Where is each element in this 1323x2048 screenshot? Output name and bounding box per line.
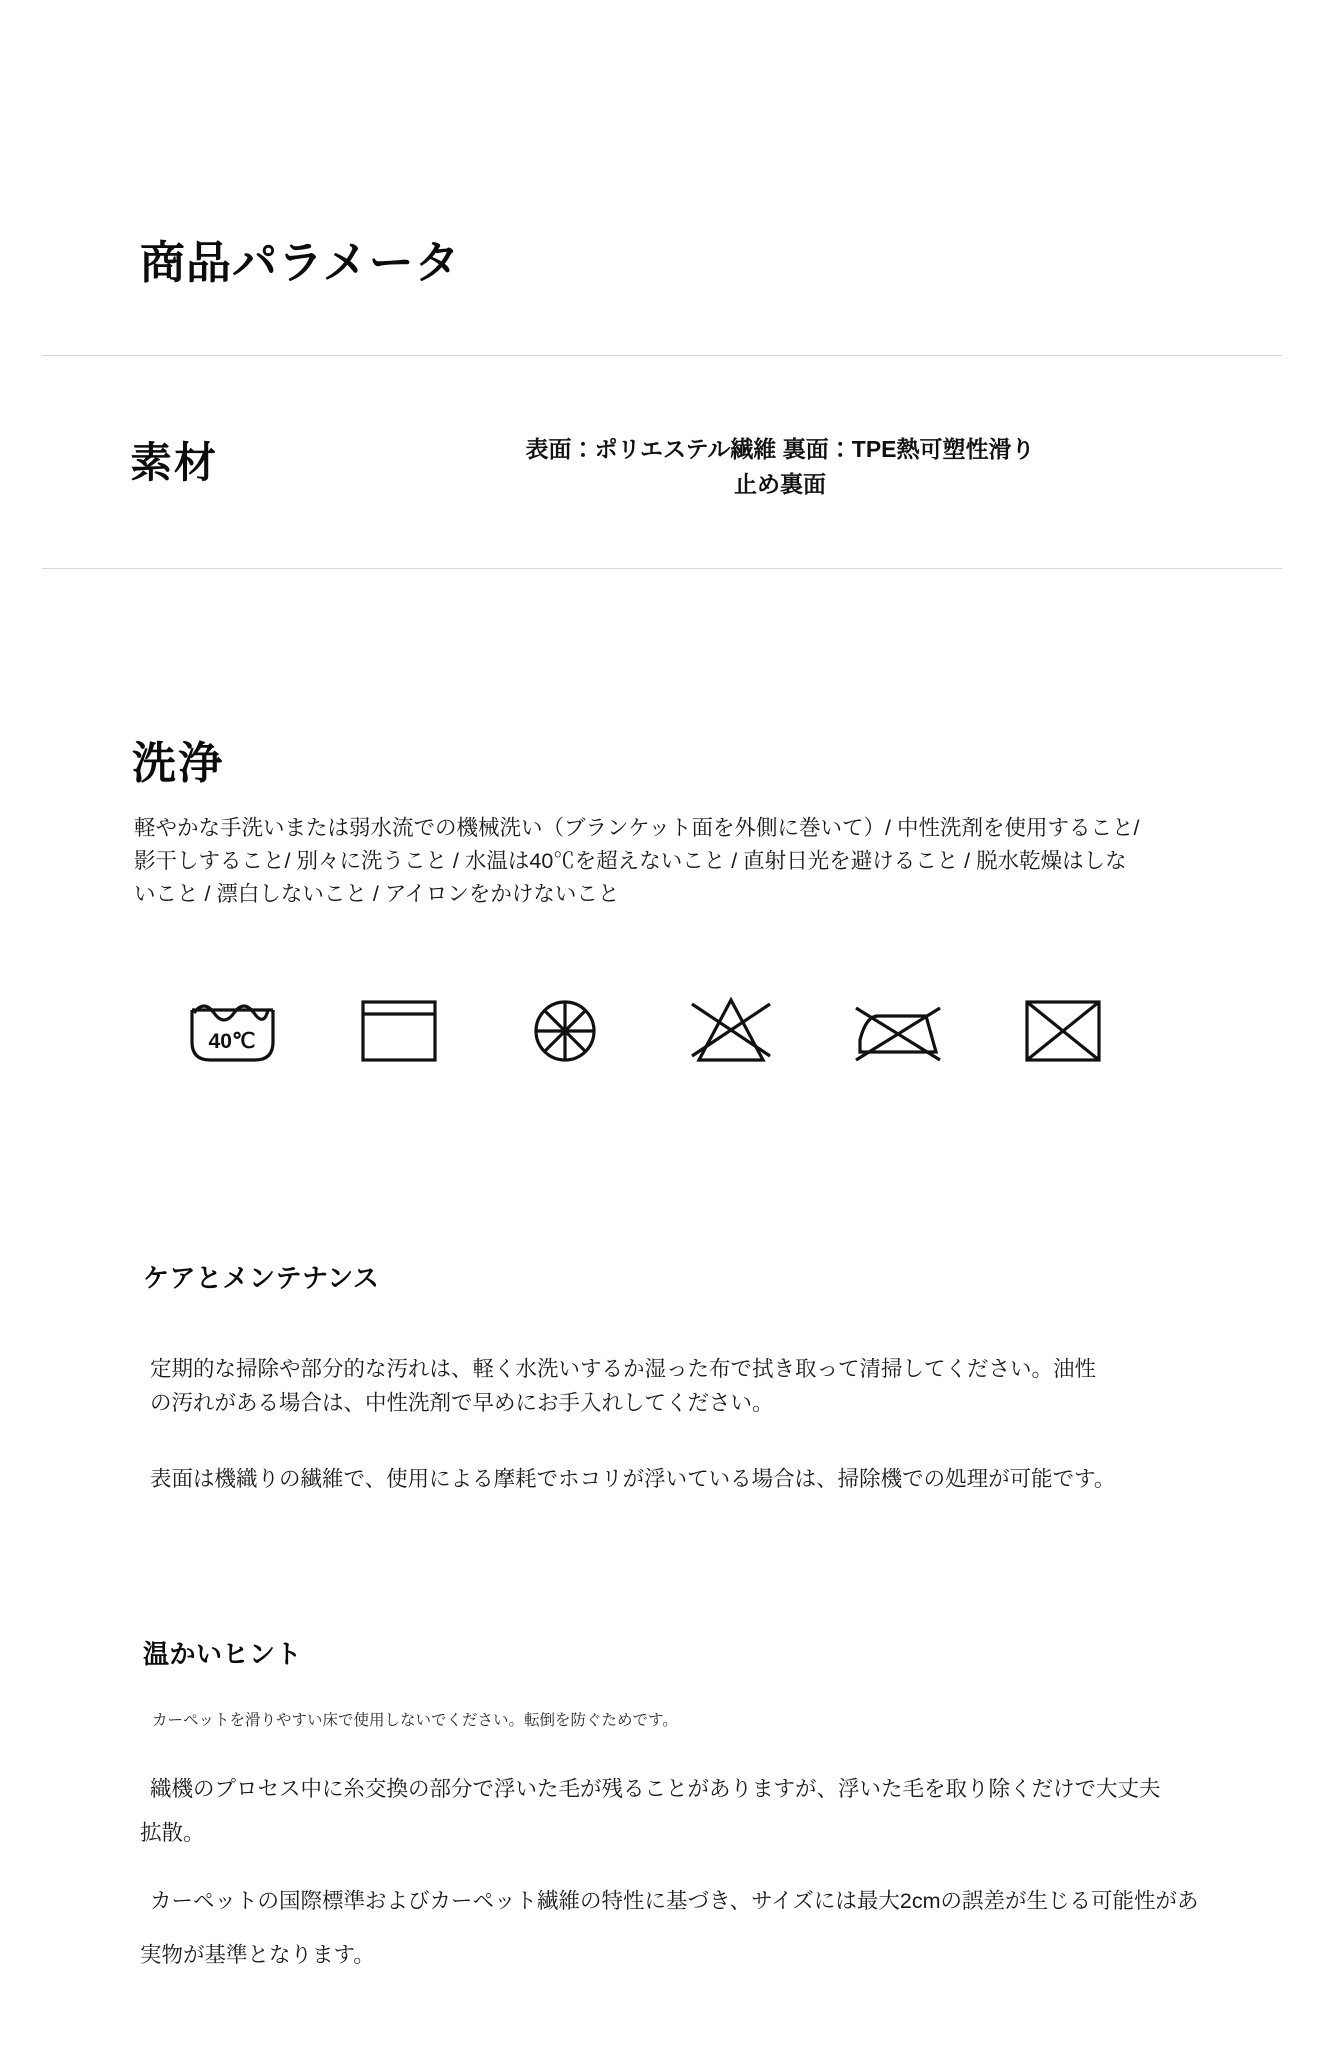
page-title: 商品パラメータ: [140, 237, 461, 289]
washing-heading: 洗浄: [132, 738, 224, 788]
divider-bottom: [42, 568, 1282, 569]
hints-note: カーペットを滑りやすい床で使用しないでください。転倒を防ぐためです。: [152, 1711, 678, 1729]
hints-paragraph-2-line-2: 実物が基準となります。: [140, 1942, 375, 1967]
care-symbols-row: [180, 980, 1130, 1090]
hints-paragraph-1-line-1: 織機のプロセス中に糸交換の部分で浮いた毛が残ることがありますが、浮いた毛を取り除くだけで大丈夫: [150, 1776, 1161, 1801]
no-sun-dry-symbol: [512, 980, 617, 1075]
washing-instructions: 軽やかな手洗いまたは弱水流での機械洗い（ブランケット面を外側に巻いて）/ 中性洗剤を使用すること/ 影干しすること/ 別々に洗うこと / 水温は40℃を超えないこと / 直射日光を避けること / 脱水乾燥はしないこと / 漂白しないこと / アイロンをかけないこと: [134, 815, 1140, 907]
care-paragraph-2: 表面は機織りの繊維で、使用による摩耗でホコリが浮いている場合は、掃除機での処理が可能です。: [150, 1466, 1116, 1491]
care-paragraph-1: 定期的な掃除や部分的な汚れは、軽く水洗いするか湿った布で拭き取って清掃してください。油性の汚れがある場合は、中性洗剤で早めにお手入れしてください。: [150, 1356, 1097, 1415]
hints-paragraph-2-line-1: カーペットの国際標準およびカーペット繊維の特性に基づき、サイズには最大2cmの誤差が生じる可能性があ: [150, 1888, 1199, 1913]
dry-flat-symbol: [346, 980, 451, 1075]
material-value: 表面：ポリエステル繊維 裏面：TPE熱可塑性滑り止め裏面: [525, 436, 1035, 497]
divider-top: [42, 355, 1282, 356]
hints-paragraph-1-line-2: 拡散。: [140, 1820, 205, 1845]
svg-text:40℃: 40℃: [208, 1030, 256, 1053]
hints-heading: 温かいヒント: [143, 1639, 303, 1669]
material-label: 素材: [130, 439, 219, 486]
wash-40c-symbol: [180, 980, 285, 1075]
care-heading: ケアとメンテナンス: [143, 1263, 380, 1293]
no-bleach-symbol: [678, 980, 783, 1075]
no-iron-symbol: [844, 980, 949, 1075]
no-tumble-dry-symbol: [1010, 980, 1115, 1075]
